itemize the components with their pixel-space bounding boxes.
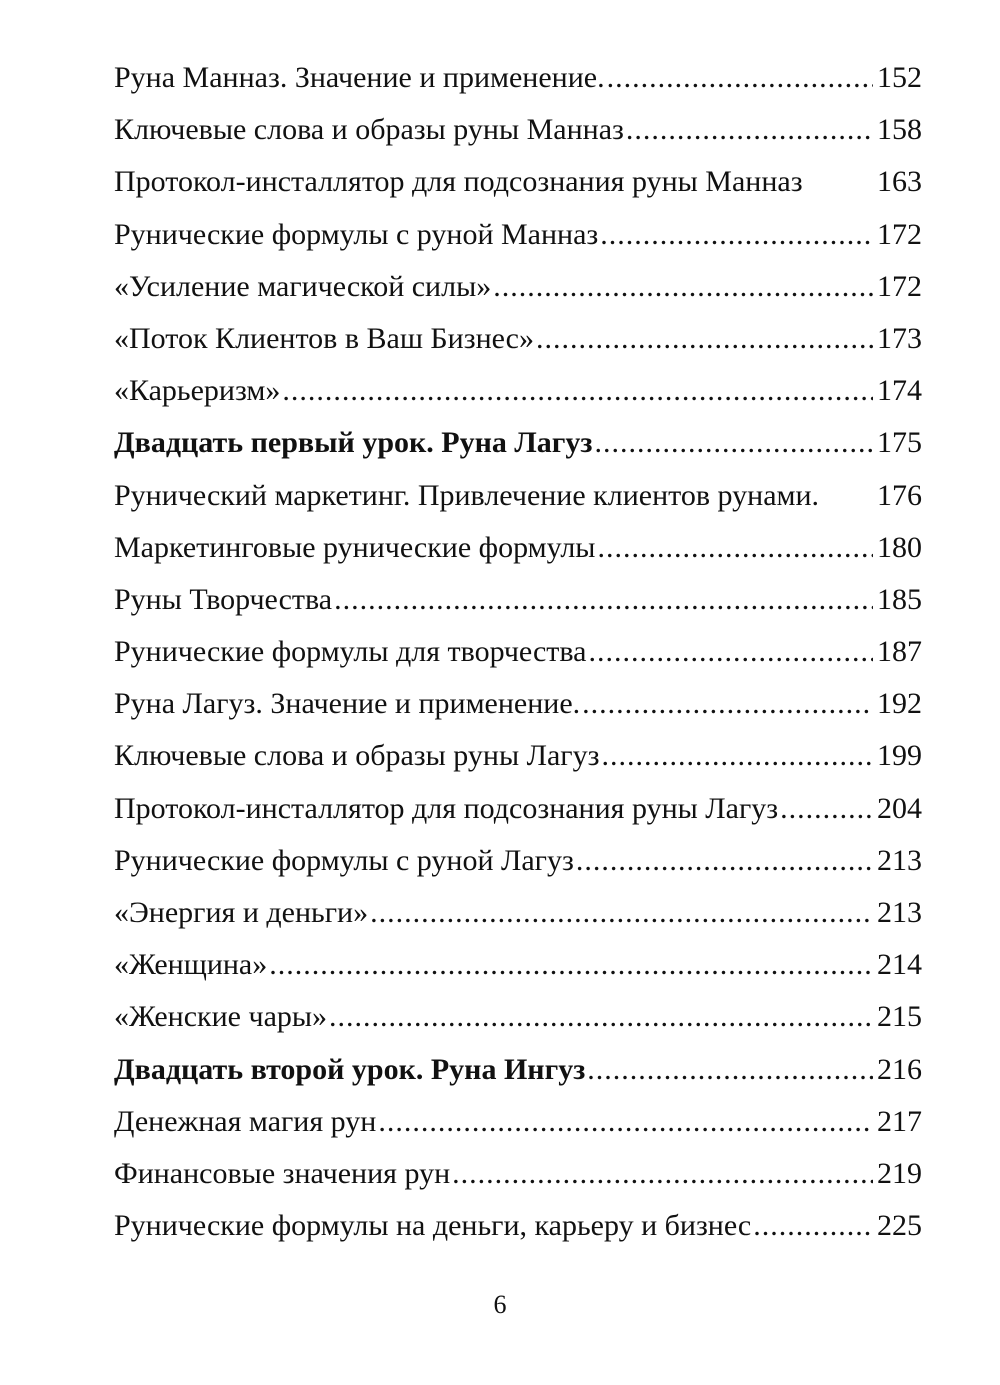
page-number: 6	[493, 1290, 507, 1319]
toc-entry-page: 214	[877, 948, 922, 982]
toc-entry-creative-runes	[114, 574, 922, 626]
toc-entry-title: Рунические формулы на деньги, карьеру и бизнес	[114, 1209, 752, 1243]
dot-leader	[607, 52, 873, 104]
toc-entry-careerism	[114, 365, 922, 417]
toc-entry-page: 204	[877, 791, 922, 825]
toc-entry-title: «Поток Клиентов в Ваш Бизнес»	[114, 321, 534, 355]
toc-entry-runic-marketing	[114, 470, 922, 522]
toc-entry-page: 176	[877, 478, 922, 512]
toc-entry-page: 172	[877, 217, 922, 251]
toc-entry-laguz-formulas	[114, 835, 922, 887]
dot-leader	[378, 1096, 873, 1148]
toc-entry-title: «Усиление магической силы»	[114, 269, 492, 303]
toc-entry-manaz-protocol	[114, 156, 922, 208]
toc-entry-laguz-meaning	[114, 678, 922, 730]
toc-entry-laguz-protocol	[114, 783, 922, 835]
toc-entry-lesson-21	[114, 417, 922, 469]
toc-entry-business-formulas	[114, 1200, 922, 1252]
toc-entry-title: Рунический маркетинг. Привлечение клиентов рунами.	[114, 478, 820, 512]
toc-entry-page: 158	[877, 113, 922, 147]
dot-leader	[597, 522, 873, 574]
toc-entry-page: 213	[877, 843, 922, 877]
toc-entry-title: Денежная магия рун	[114, 1104, 377, 1138]
toc-entry-female-charms	[114, 991, 922, 1043]
toc-entry-page: 225	[877, 1209, 922, 1243]
dot-leader	[589, 626, 874, 678]
toc-entry-title: Протокол-инсталлятор для подсознания руны Лагуз	[114, 791, 779, 825]
toc-entry-title: Ключевые слова и образы руны Манназ	[114, 113, 624, 147]
toc-entry-page: 163	[877, 165, 922, 199]
toc-entry-page: 152	[877, 61, 922, 94]
dot-leader	[370, 887, 873, 939]
dot-leader	[493, 261, 873, 313]
toc-entry-page: 192	[877, 687, 922, 721]
toc-entry-manaz-keywords	[114, 104, 922, 156]
toc-entry-page: 199	[877, 739, 922, 773]
table-of-contents	[114, 52, 922, 1252]
toc-entry-title: «Женщина»	[114, 948, 268, 982]
toc-entry-financial-meanings	[114, 1148, 922, 1200]
toc-entry-page: 174	[877, 374, 922, 408]
dot-leader	[269, 939, 873, 991]
toc-entry-page: 217	[877, 1104, 922, 1138]
toc-entry-page: 213	[877, 896, 922, 929]
dot-leader	[334, 574, 873, 626]
toc-entry-page: 185	[877, 582, 922, 616]
toc-entry-title: Финансовые значения рун	[114, 1156, 451, 1190]
toc-entry-magic-power	[114, 261, 922, 313]
toc-entry-title: Рунические формулы для творчества	[114, 635, 587, 669]
toc-entry-page: 175	[877, 426, 922, 460]
toc-entry-lesson-22	[114, 1044, 922, 1096]
toc-entry-title: Двадцать первый урок. Руна Лагуз	[114, 426, 593, 460]
toc-entry-page: 187	[877, 635, 922, 669]
toc-entry-title: Ключевые слова и образы руны Лагуз	[114, 739, 600, 773]
dot-leader	[601, 730, 873, 782]
toc-entry-woman	[114, 939, 922, 991]
toc-entry-page: 219	[877, 1156, 922, 1190]
toc-entry-marketing-formulas	[114, 522, 922, 574]
toc-entry-title: «Энергия и деньги»	[114, 896, 369, 929]
toc-entry-title: Руна Манназ. Значение и применение.	[114, 61, 605, 94]
toc-entry-creative-formulas	[114, 626, 922, 678]
toc-entry-manaz-meaning	[114, 52, 922, 104]
dot-leader	[282, 365, 873, 417]
toc-entry-laguz-keywords	[114, 730, 922, 782]
dot-leader	[626, 104, 873, 156]
dot-leader	[536, 313, 873, 365]
toc-entry-title: «Женские чары»	[114, 1000, 328, 1034]
dot-leader	[329, 991, 873, 1043]
toc-entry-page: 172	[877, 269, 922, 303]
dot-leader	[594, 417, 873, 469]
dot-leader	[582, 678, 873, 730]
toc-entry-manaz-formulas	[114, 209, 922, 261]
toc-entry-page: 215	[877, 1000, 922, 1034]
toc-entry-title: «Карьеризм»	[114, 374, 281, 408]
toc-entry-page: 216	[877, 1052, 922, 1086]
toc-entry-page: 180	[877, 530, 922, 564]
toc-entry-title: Маркетинговые рунические формулы	[114, 530, 596, 564]
dot-leader	[780, 783, 873, 835]
toc-entry-title: Руна Лагуз. Значение и применение.	[114, 687, 581, 721]
toc-entry-money-magic	[114, 1096, 922, 1148]
toc-entry-title: Рунические формулы с руной Манназ	[114, 217, 599, 251]
dot-leader	[753, 1200, 873, 1252]
toc-entry-title: Двадцать второй урок. Руна Ингуз	[114, 1052, 586, 1086]
dot-leader	[587, 1044, 873, 1096]
toc-entry-page: 173	[877, 321, 922, 355]
toc-entry-energy-money	[114, 887, 922, 939]
dot-leader	[600, 209, 873, 261]
toc-entry-title: Протокол-инсталлятор для подсознания руны Манназ	[114, 165, 803, 199]
toc-entry-client-flow	[114, 313, 922, 365]
toc-entry-title: Руны Творчества	[114, 582, 333, 616]
toc-entry-title: Рунические формулы с руной Лагуз	[114, 843, 574, 877]
dot-leader	[452, 1148, 873, 1200]
dot-leader	[576, 835, 873, 887]
